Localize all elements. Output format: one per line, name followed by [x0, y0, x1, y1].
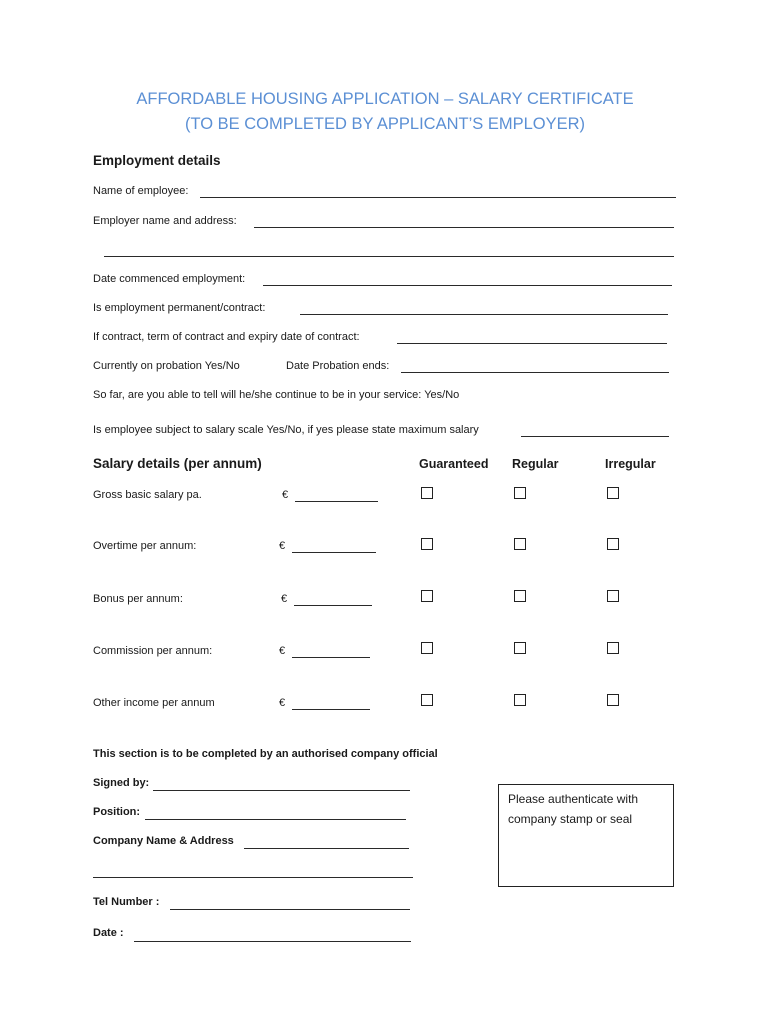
- commission-regular-checkbox[interactable]: [514, 642, 526, 654]
- other-income-regular-checkbox[interactable]: [514, 694, 526, 706]
- overtime-guaranteed-checkbox[interactable]: [421, 538, 433, 550]
- employment-heading: Employment details: [93, 153, 221, 168]
- column-regular: Regular: [512, 457, 559, 471]
- currency-symbol: €: [282, 489, 289, 501]
- date-label: Date :: [93, 927, 124, 939]
- other-income-label: Other income per annum: [93, 697, 215, 709]
- tel-label: Tel Number :: [93, 896, 160, 908]
- other-income-irregular-checkbox[interactable]: [607, 694, 619, 706]
- commission-amount-field[interactable]: [292, 657, 370, 658]
- gross-salary-amount-field[interactable]: [295, 501, 378, 502]
- currency-symbol: €: [281, 593, 288, 605]
- position-label: Position:: [93, 806, 141, 818]
- employee-name-field[interactable]: [200, 197, 676, 198]
- date-commenced-label: Date commenced employment:: [93, 273, 246, 285]
- contract-term-label: If contract, term of contract and expiry date of contract:: [93, 331, 360, 343]
- commission-irregular-checkbox[interactable]: [607, 642, 619, 654]
- company-address-field[interactable]: [93, 877, 413, 878]
- signed-by-label: Signed by:: [93, 777, 150, 789]
- signed-by-field[interactable]: [153, 790, 410, 791]
- other-income-amount-field[interactable]: [292, 709, 370, 710]
- commission-label: Commission per annum:: [93, 645, 213, 657]
- permanent-contract-label: Is employment permanent/contract:: [93, 302, 266, 314]
- employer-address-field[interactable]: [104, 256, 674, 257]
- max-salary-field[interactable]: [521, 436, 669, 437]
- stamp-text-line2: company stamp or seal: [508, 812, 633, 826]
- position-field[interactable]: [145, 819, 406, 820]
- commission-guaranteed-checkbox[interactable]: [421, 642, 433, 654]
- overtime-irregular-checkbox[interactable]: [607, 538, 619, 550]
- employer-label: Employer name and address:: [93, 215, 237, 227]
- gross-salary-regular-checkbox[interactable]: [514, 487, 526, 499]
- probation-label: Currently on probation Yes/No: [93, 360, 240, 372]
- currency-symbol: €: [279, 645, 286, 657]
- salary-scale-label: Is employee subject to salary scale Yes/No, if yes please state maximum salary: [93, 424, 479, 436]
- gross-salary-guaranteed-checkbox[interactable]: [421, 487, 433, 499]
- employee-name-label: Name of employee:: [93, 185, 189, 197]
- salary-heading: Salary details (per annum): [93, 456, 262, 471]
- column-irregular: Irregular: [605, 457, 656, 471]
- form-title-line2: (TO BE COMPLETED BY APPLICANT’S EMPLOYER): [184, 115, 586, 133]
- tel-field[interactable]: [170, 909, 410, 910]
- bonus-irregular-checkbox[interactable]: [607, 590, 619, 602]
- bonus-label: Bonus per annum:: [93, 593, 183, 605]
- overtime-amount-field[interactable]: [292, 552, 376, 553]
- probation-ends-field[interactable]: [401, 372, 669, 373]
- probation-ends-label: Date Probation ends:: [286, 360, 390, 372]
- official-heading: This section is to be completed by an authorised company official: [93, 748, 438, 760]
- currency-symbol: €: [279, 540, 286, 552]
- date-field[interactable]: [134, 941, 411, 942]
- column-guaranteed: Guaranteed: [419, 457, 489, 471]
- date-commenced-field[interactable]: [263, 285, 672, 286]
- bonus-guaranteed-checkbox[interactable]: [421, 590, 433, 602]
- stamp-box: [498, 784, 674, 887]
- continue-service-label: So far, are you able to tell will he/she continue to be in your service: Yes/No: [93, 389, 460, 401]
- other-income-guaranteed-checkbox[interactable]: [421, 694, 433, 706]
- gross-salary-irregular-checkbox[interactable]: [607, 487, 619, 499]
- company-label: Company Name & Address: [93, 835, 234, 847]
- bonus-regular-checkbox[interactable]: [514, 590, 526, 602]
- stamp-text-line1: Please authenticate with: [508, 792, 639, 806]
- employer-field[interactable]: [254, 227, 674, 228]
- bonus-amount-field[interactable]: [294, 605, 372, 606]
- currency-symbol: €: [279, 697, 286, 709]
- company-field[interactable]: [244, 848, 409, 849]
- permanent-contract-field[interactable]: [300, 314, 668, 315]
- gross-salary-label: Gross basic salary pa.: [93, 489, 202, 501]
- overtime-label: Overtime per annum:: [93, 540, 197, 552]
- overtime-regular-checkbox[interactable]: [514, 538, 526, 550]
- contract-term-field[interactable]: [397, 343, 667, 344]
- form-title-line1: AFFORDABLE HOUSING APPLICATION – SALARY CERTIFICATE: [136, 90, 634, 108]
